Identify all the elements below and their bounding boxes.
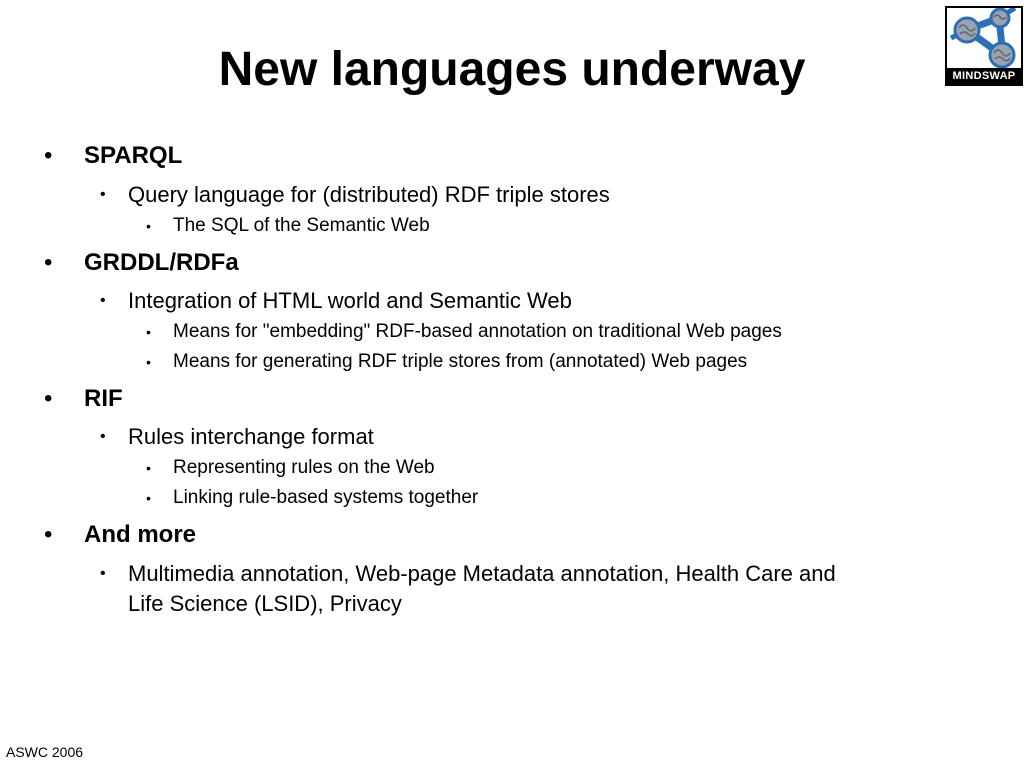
footer-text: ASWC 2006	[6, 744, 84, 760]
bullet-item	[100, 180, 610, 210]
bullet-text: SPARQL	[84, 142, 183, 169]
bullet-text: Linking rule-based systems together	[173, 487, 479, 508]
bullet-item	[146, 319, 782, 345]
bullet-text: The SQL of the Semantic Web	[173, 215, 430, 236]
bullet-text: Means for "embedding" RDF-based annotation on traditional Web pages	[173, 321, 782, 342]
bullet-item	[100, 422, 374, 452]
bullet-item	[146, 485, 479, 511]
bullet-icon: •	[146, 218, 151, 234]
bullet-icon: •	[44, 142, 53, 169]
bullet-item	[100, 286, 572, 316]
bullet-item	[100, 559, 836, 589]
bullet-icon: •	[100, 565, 106, 582]
bullet-item	[146, 349, 748, 375]
bullet-text: And more	[84, 521, 197, 548]
bullet-item	[44, 141, 183, 171]
bullet-item	[44, 384, 123, 414]
bullet-text: Multimedia annotation, Web-page Metadata annotation, Health Care and	[128, 561, 836, 586]
bullet-icon: •	[44, 385, 53, 412]
bullet-icon: •	[146, 460, 151, 476]
bullet-text: GRDDL/RDFa	[84, 249, 239, 276]
bullet-text: Life Science (LSID), Privacy	[128, 591, 402, 616]
bullet-text: Integration of HTML world and Semantic Web	[128, 288, 572, 313]
bullet-continuation	[128, 589, 402, 619]
bullet-icon: •	[100, 292, 106, 309]
bullet-item	[146, 455, 435, 481]
bullet-item	[44, 248, 239, 278]
bullet-text: Rules interchange format	[128, 424, 374, 449]
bullet-icon: •	[146, 324, 151, 340]
bullet-icon: •	[146, 354, 151, 370]
bullet-item	[44, 520, 197, 550]
bullet-icon: •	[44, 249, 53, 276]
mindswap-logo	[945, 6, 1023, 86]
bullet-text: Query language for (distributed) RDF triple stores	[128, 182, 610, 207]
network-logo-icon	[947, 8, 1021, 68]
bullet-icon: •	[44, 521, 53, 548]
bullet-text: Means for generating RDF triple stores from (annotated) Web pages	[173, 351, 748, 372]
bullet-item	[146, 213, 430, 239]
bullet-icon: •	[100, 186, 106, 203]
logo-label: MINDSWAP	[947, 68, 1021, 84]
bullet-text: RIF	[84, 385, 123, 412]
bullet-icon: •	[146, 490, 151, 506]
bullet-icon: •	[100, 428, 106, 445]
bullet-text: Representing rules on the Web	[173, 457, 435, 478]
slide-title: New languages underway	[218, 43, 806, 96]
